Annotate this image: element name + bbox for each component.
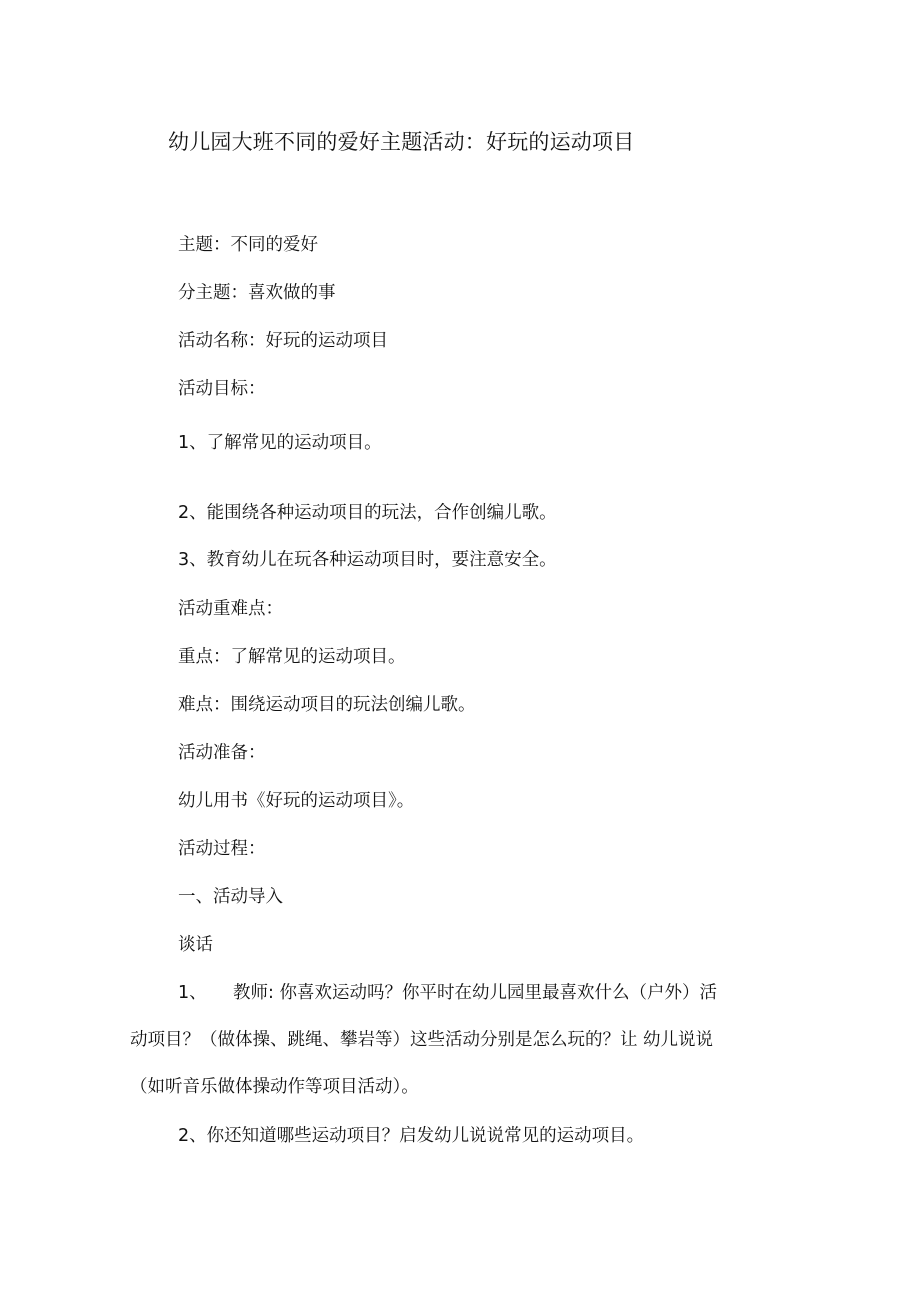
activity-name-line: 活动名称：好玩的运动项目 [178,331,388,351]
document-title: 幼儿园大班不同的爱好主题活动：好玩的运动项目 [168,130,635,154]
subtheme-line: 分主题：喜欢做的事 [178,283,336,303]
talk-label: 谈话 [178,935,213,955]
goal-item-3: 3、教育幼儿在玩各种运动项目时，要注意安全。 [178,550,557,570]
question-2-line: 2、你还知道哪些运动项目？启发幼儿说说常见的运动项目。 [178,1126,645,1146]
process-heading: 活动过程： [178,839,266,859]
goal-item-2: 2、能围绕各种运动项目的玩法，合作创编儿歌。 [178,503,557,523]
question-1-line-2: 动项目？（做体操、跳绳、攀岩等）这些活动分别是怎么玩的？让 幼儿说说 [130,1030,714,1050]
goal-item-1: 1、了解常见的运动项目。 [178,433,382,453]
question-1-number: 1、 [178,983,207,1003]
step-one-heading: 一、活动导入 [178,887,283,907]
preparation-heading: 活动准备： [178,743,266,763]
key-points-heading: 活动重难点： [178,599,283,619]
question-1-line-3: （如听音乐做体操动作等项目活动）。 [130,1077,419,1097]
question-1-line-1: 教师: 你喜欢运动吗？你平时在幼儿园里最喜欢什么（户外）活 [233,983,717,1003]
key-point-line: 重点：了解常见的运动项目。 [178,647,406,667]
difficult-point-line: 难点：围绕运动项目的玩法创编儿歌。 [178,695,476,715]
preparation-line: 幼儿用书《好玩的运动项目》。 [178,791,415,811]
theme-line: 主题：不同的爱好 [178,235,318,255]
goals-heading: 活动目标： [178,379,266,399]
